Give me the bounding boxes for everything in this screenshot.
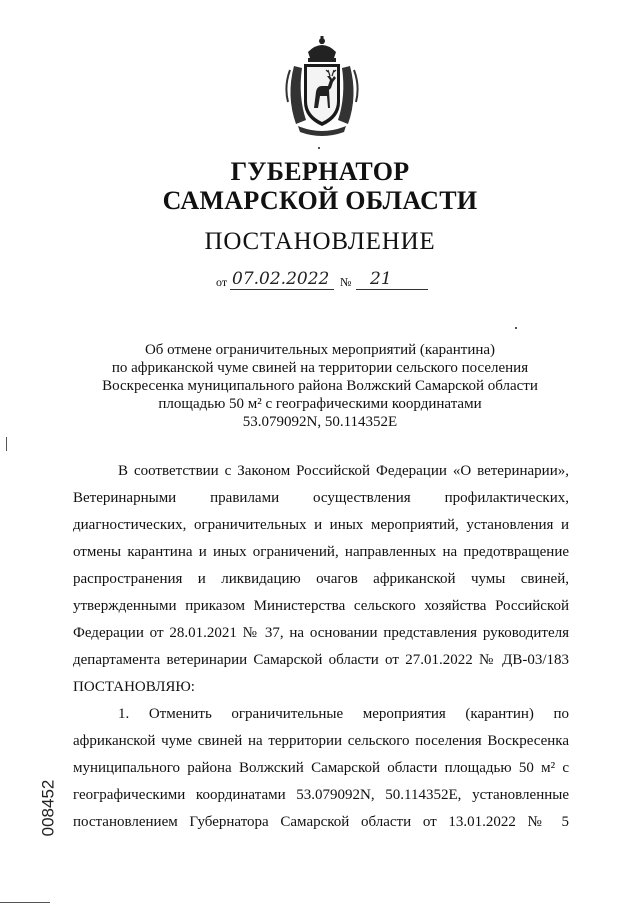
subject-line: площадью 50 м² с географическими координатами: [158, 396, 482, 412]
body-line: африканской чуме свиней на территории сельского поселения Воскресенка: [73, 733, 569, 749]
body-line: географическими координатами 53.079092N, 50.114352E, установленные: [73, 787, 569, 803]
decree-number: 21: [370, 269, 392, 289]
body-line: отмены карантина и иных ограничений, направленных на предотвращение: [73, 544, 569, 560]
body-line: диагностических, ограничительных и иных мероприятий, установления и: [73, 517, 569, 533]
scan-mark: [6, 437, 7, 451]
body-line: департамента ветеринарии Самарской области от 27.01.2022 № ДВ-03/183: [73, 652, 569, 668]
from-label: от: [216, 275, 228, 289]
body-line: утвержденными приказом Министерства сельского хозяйства Российской: [73, 598, 569, 614]
subject-line: 53.079092N, 50.114352E: [242, 414, 398, 430]
subject-line: Об отмене ограничительных мероприятий (карантина): [144, 342, 496, 358]
region-title: САМАРСКОЙ ОБЛАСТИ: [162, 186, 478, 215]
coat-of-arms-icon: [284, 36, 360, 138]
scan-mark: [318, 147, 320, 149]
body-line: В соответствии с Законом Российской Федерации «О ветеринарии»,: [118, 463, 569, 479]
subject-line: Воскресенка муниципального района Волжский Самарской области: [102, 378, 538, 394]
decree-subject: [60, 341, 580, 431]
scan-mark: [0, 902, 50, 903]
governor-title: ГУБЕРНАТОР: [230, 157, 410, 186]
body-line: муниципального района Волжский Самарской области площадью 50 м² с: [73, 760, 569, 776]
body-line: постановлением Губернатора Самарской области от 13.01.2022 № 5: [73, 814, 569, 830]
decree-body: [73, 458, 569, 836]
decree-word: ПОСТАНОВЛЯЮ:: [73, 679, 195, 695]
subject-line: по африканской чуме свиней на территории сельского поселения: [111, 360, 529, 376]
number-label: №: [340, 275, 352, 289]
date-number-line: [216, 269, 436, 291]
body-line: Федерации от 28.01.2021 № 37, на основании представления руководителя: [73, 625, 569, 641]
scan-mark: [515, 327, 517, 329]
body-line: Ветеринарными правилами осуществления профилактических,: [73, 490, 569, 506]
serial-number: 008452: [38, 779, 58, 837]
body-line: распространения и ликвидацию очагов африканской чумы свиней,: [73, 571, 569, 587]
decree-date: 07.02.2022: [232, 269, 330, 289]
body-line: 1. Отменить ограничительные мероприятия (карантин) по: [118, 706, 569, 722]
side-serial-code: [36, 768, 60, 848]
document-type: ПОСТАНОВЛЕНИЕ: [204, 228, 436, 255]
